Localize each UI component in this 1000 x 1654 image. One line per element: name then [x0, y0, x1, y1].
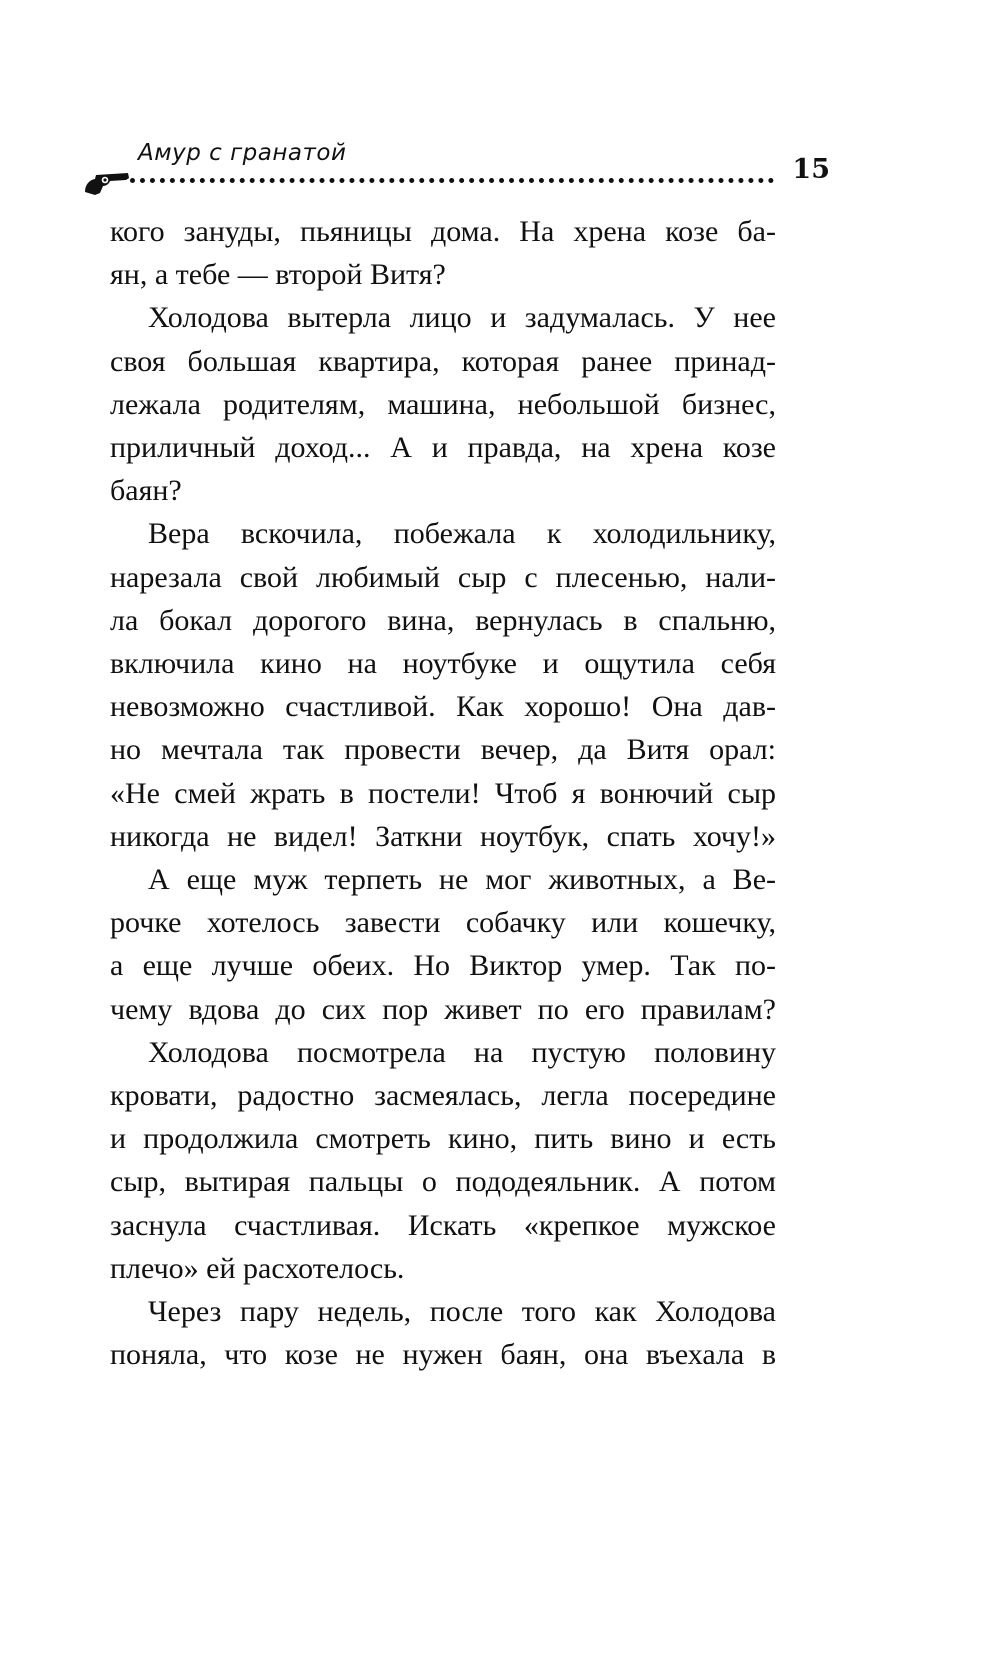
text-line: и продолжила смотреть кино, пить вино и есть — [110, 1122, 776, 1156]
text-line: а еще лучше обеих. Но Виктор умер. Так по- — [110, 949, 776, 983]
text-line: ян, а тебе — второй Витя? — [110, 258, 446, 292]
text-line: баян? — [110, 474, 182, 508]
dotted-leader — [130, 178, 774, 183]
text-line: нарезала свой любимый сыр с плесенью, нали- — [110, 560, 776, 594]
text-line: Через пару недель, после того как Холодова — [148, 1295, 776, 1329]
text-line: плечо» ей расхотелось. — [110, 1251, 405, 1285]
text-line: рочке хотелось завести собачку или кошечку, — [110, 906, 776, 940]
text-line: «Не смей жрать в постели! Чтоб я вонючий сыр — [110, 776, 776, 810]
text-line: невозможно счастливой. Как хорошо! Она дав- — [110, 690, 776, 724]
page-number: 15 — [792, 154, 830, 185]
running-header — [84, 140, 830, 200]
text-line: Холодова вытерла лицо и задумалась. У нее — [148, 301, 776, 335]
text-line: кого зануды, пьяницы дома. На хрена козе ба- — [110, 215, 776, 248]
text-line: поняла, что козе не нужен баян, она въехала в — [110, 1338, 776, 1372]
text-line: кровати, радостно засмеялась, легла посередине — [110, 1079, 776, 1113]
text-line: ла бокал дорогого вина, вернулась в спальню, — [110, 603, 776, 637]
text-line: А еще муж терпеть не мог животных, а Ве- — [148, 863, 776, 897]
text-line: заснула счастливая. Искать «крепкое мужское — [110, 1208, 776, 1242]
body-text — [110, 210, 776, 1376]
text-line: приличный доход... А и правда, на хрена козе — [110, 431, 776, 465]
text-line: включила кино на ноутбуке и ощутила себя — [110, 647, 776, 681]
running-title: Амур с гранатой — [138, 140, 347, 166]
revolver-icon — [84, 168, 130, 196]
text-line: своя большая квартира, которая ранее принад- — [110, 344, 776, 378]
text-line: сыр, вытирая пальцы о пододеяльник. А потом — [110, 1165, 776, 1199]
text-line: Вера вскочила, побежала к холодильнику, — [148, 517, 776, 551]
text-line: Холодова посмотрела на пустую половину — [148, 1035, 776, 1069]
text-line: но мечтала так провести вечер, да Витя орал: — [110, 733, 776, 767]
text-line: чему вдова до сих пор живет по его правилам? — [110, 992, 776, 1026]
text-line: лежала родителям, машина, небольшой бизнес, — [110, 387, 776, 421]
text-line: никогда не видел! Заткни ноутбук, спать хочу!» — [110, 819, 776, 853]
